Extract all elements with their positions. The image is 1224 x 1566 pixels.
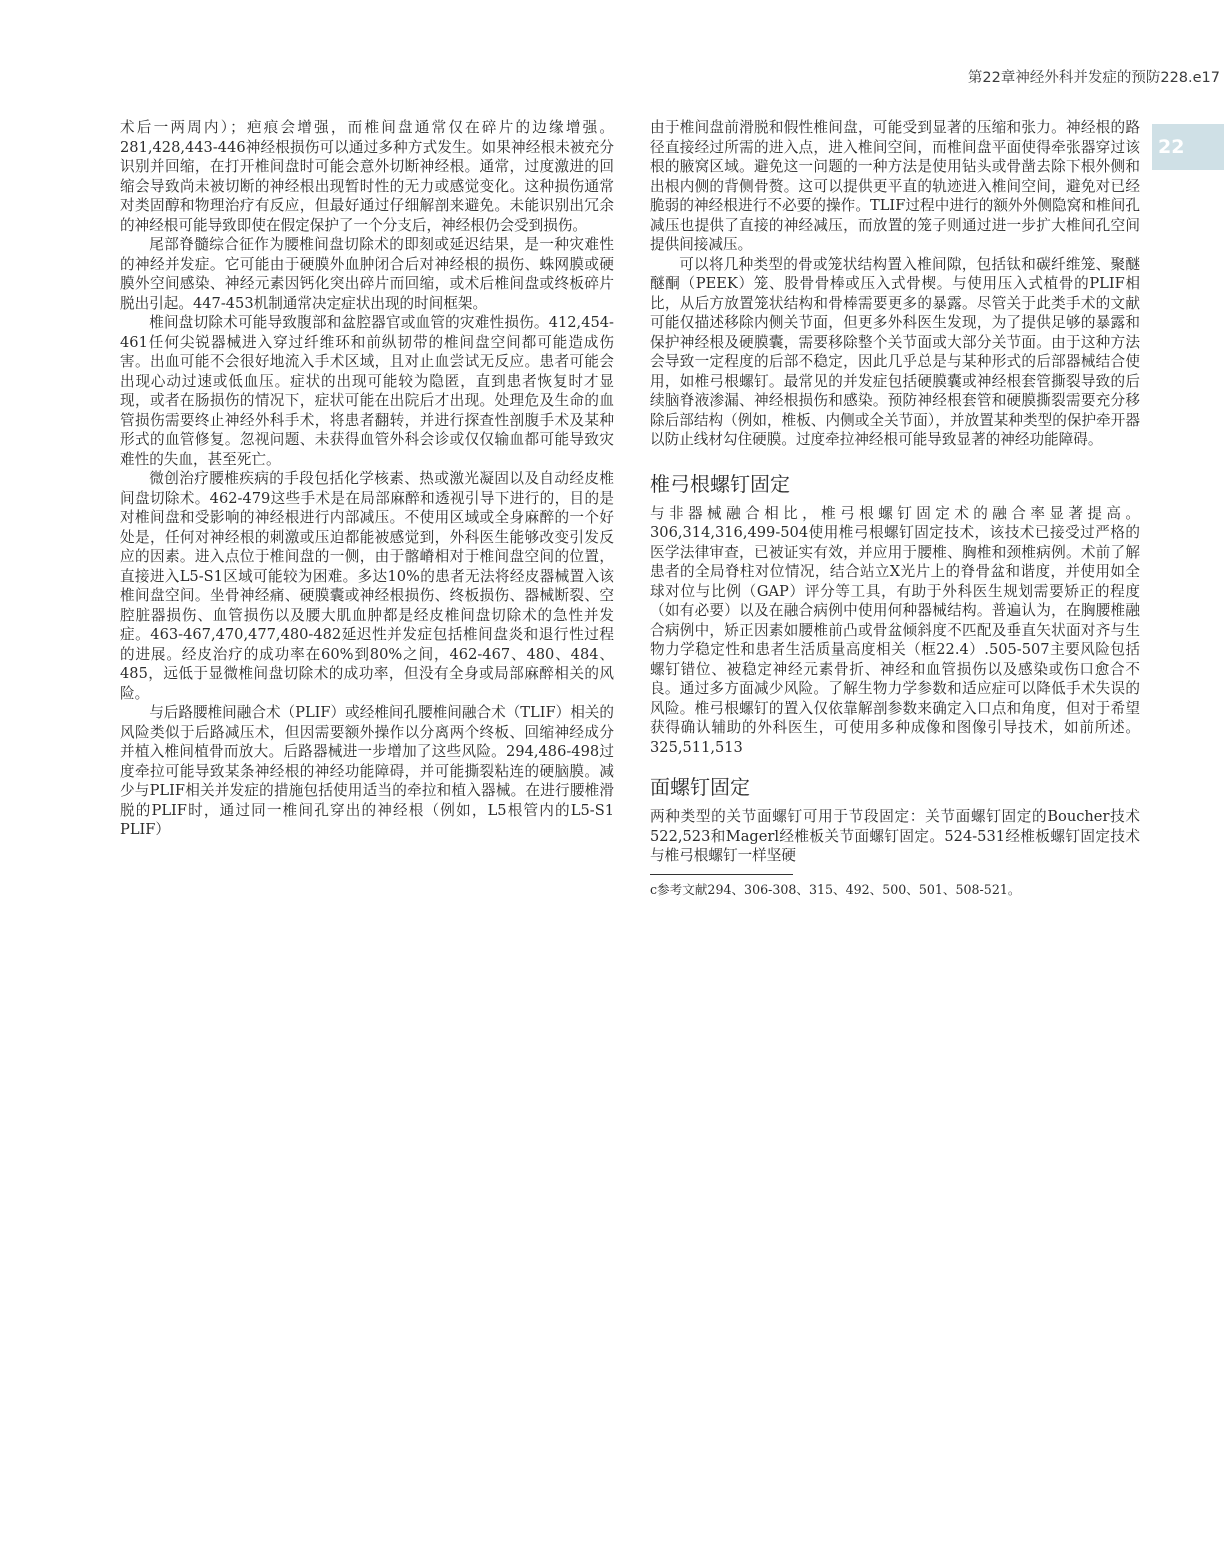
paragraph: 微创治疗腰椎疾病的手段包括化学核素、热或激光凝固以及自动经皮椎间盘切除术。462-479这些手术是在局部麻醉和透视引导下进行的，目的是对椎间盘和受影响的神经根进行内部减压。不使用区域或全身麻醉的一个好处是，任何对神经根的刺激或压迫都能被感觉到，外科医生能够改变引发反应的因素。进入点位于椎间盘的一侧，由于髂嵴相对于椎间盘空间的位置，直接进入L5-S1区域可能较为困难。多达10%的患者无法将经皮器械置入该椎间盘空间。坐骨神经痛、硬膜囊或神经根损伤、终板损伤、器械断裂、空腔脏器损伤、血管损伤以及腰大肌血肿都是经皮椎间盘切除术的急性并发症。463-467,470,477,480-482延迟性并发症包括椎间盘炎和退行性过程的进展。经皮治疗的成功率在60%到80%之间，462-467、480、484、485，远低于显微椎间盘切除术的成功率，但没有全身或局部麻醉相关的风险。 [120, 470, 614, 702]
section-heading-facet-screw: 面螺钉固定 [650, 775, 750, 799]
paragraph: 可以将几种类型的骨或笼状结构置入椎间隙，包括钛和碳纤维笼、聚醚醚酮（PEEK）笼、股骨骨棒或压入式骨楔。与使用压入式植骨的PLIF相比，从后方放置笼状结构和骨棒需要更多的暴露。尽管关于此类手术的文献可能仅描述移除内侧关节面，但更多外科医生发现，为了提供足够的暴露和保护神经根及硬膜囊，需要移除整个关节面或大部分关节面。由于这种方法会导致一定程度的后部不稳定，因此几乎总是与某种形式的后部器械结合使用，如椎弓根螺钉。最常见的并发症包括硬膜囊或神经根套管撕裂导致的后续脑脊液渗漏、神经根损伤和感染。预防神经根套管和硬膜撕裂需要充分移除后部结构（例如，椎板、内侧或全关节面），并放置某种类型的保护牵开器以防止线材勾住硬膜。过度牵拉神经根可能导致显著的神经功能障碍。 [650, 255, 1140, 448]
chapter-tab: 22 [1152, 124, 1224, 170]
paragraph: 与后路腰椎间融合术（PLIF）或经椎间孔腰椎间融合术（TLIF）相关的风险类似于后路减压术，但因需要额外操作以分离两个终板、回缩神经成分并植入椎间植骨而放大。后路器械进一步增加了这些风险。294,486-498过度牵拉可能导致某条神经根的神经功能障碍，并可能撕裂粘连的硬脑膜。减少与PLIF相关并发症的措施包括使用适当的牵拉和植入器械。在进行腰椎滑脱的PLIF时，通过同一椎间孔穿出的神经根（例如，L5根管内的L5-S1 PLIF） [120, 704, 614, 838]
footnote: c参考文献294、306-308、315、492、500、501、508-521。 [650, 881, 1021, 897]
paragraph: 与非器械融合相比，椎弓根螺钉固定术的融合率显著提高。306,314,316,499-504使用椎弓根螺钉固定技术，该技术已接受过严格的医学法律审查，已被证实有效，并应用于腰椎、胸椎和颈椎病例。术前了解患者的全局脊柱对位情况，结合站立X光片上的脊骨盆和谐度，并使用如全球对位与比例（GAP）评分等工具，有助于外科医生规划需要矫正的程度（如有必要）以及在融合病例中使用何种器械结构。普遍认为，在胸腰椎融合病例中，矫正因素如腰椎前凸或骨盆倾斜度不匹配及垂直矢状面对齐与生物力学稳定性和患者生活质量高度相关（框22.4）.505-507主要风险包括螺钉错位、被稳定神经元素骨折、神经和血管损伤以及感染或伤口愈合不良。通过多方面减少风险。了解生物力学参数和适应症可以降低手术失误的风险。椎弓根螺钉的置入仅依靠解剖参数来确定入口点和角度，但对于希望获得确认辅助的外科医生，可使用多种成像和图像引导技术，如前所述。325,511,513 [650, 504, 1140, 756]
paragraph: 椎间盘切除术可能导致腹部和盆腔器官或血管的灾难性损伤。412,454-461任何尖锐器械进入穿过纤维环和前纵韧带的椎间盘空间都可能造成伤害。出血可能不会很好地流入手术区域，且对止血尝试无反应。患者可能会出现心动过速或低血压。症状的出现可能较为隐匿，直到患者恢复时才显现，或者在肠损伤的情况下，症状可能在出院后才出现。处理危及生命的血管损伤需要终止神经外科手术，将患者翻转，并进行探查性剖腹手术及某种形式的血管修复。忽视问题、未获得血管外科会诊或仅仅输血都可能导致灾难性的失血，甚至死亡。 [120, 314, 614, 468]
right-column [650, 118, 1140, 899]
paragraph: 两种类型的关节面螺钉可用于节段固定：关节面螺钉固定的Boucher技术522,523和Magerl经椎板关节面螺钉固定。524-531经椎板螺钉固定技术与椎弓根螺钉一样坚硬 [650, 808, 1140, 864]
paragraph: 由于椎间盘前滑脱和假性椎间盘，可能受到显著的压缩和张力。神经根的路径直接经过所需的进入点，进入椎间空间，而椎间盘平面使得牵张器穿过该根的腋窝区域。避免这一问题的一种方法是使用钻头或骨凿去除下根外侧和出根内侧的背侧骨赘。这可以提供更平直的轨迹进入椎间空间，避免对已经脆弱的神经根进行不必要的操作。TLIF过程中进行的额外外侧隐窝和椎间孔减压也提供了直接的神经减压，而放置的笼子则通过进一步扩大椎间孔空间提供间接减压。 [650, 119, 1140, 253]
left-column [120, 118, 614, 840]
paragraph: 尾部脊髓综合征作为腰椎间盘切除术的即刻或延迟结果，是一种灾难性的神经并发症。它可能由于硬膜外血肿闭合后对神经根的损伤、蛛网膜或硬膜外空间感染、神经元素因钙化突出碎片而回缩，或术后椎间盘或终板碎片脱出引起。447-453机制通常决定症状出现的时间框架。 [120, 236, 614, 312]
footnote-divider [650, 874, 793, 875]
section-heading-pedicle-screw: 椎弓根螺钉固定 [650, 471, 790, 496]
running-header: 第22章神经外科并发症的预防228.e17 [967, 70, 1220, 86]
paragraph: 术后一两周内）；疤痕会增强，而椎间盘通常仅在碎片的边缘增强。281,428,443-446神经根损伤可以通过多种方式发生。如果神经根未被充分识别并回缩，在打开椎间盘时可能会意外切断神经根。通常，过度激进的回缩会导致尚未被切断的神经根出现暂时性的无力或感觉变化。这种损伤通常对类固醇和物理治疗有反应，但最好通过仔细解剖来避免。未能识别出冗余的神经根可能导致即使在假定保护了一个分支后，神经根仍会受到损伤。 [120, 119, 614, 234]
